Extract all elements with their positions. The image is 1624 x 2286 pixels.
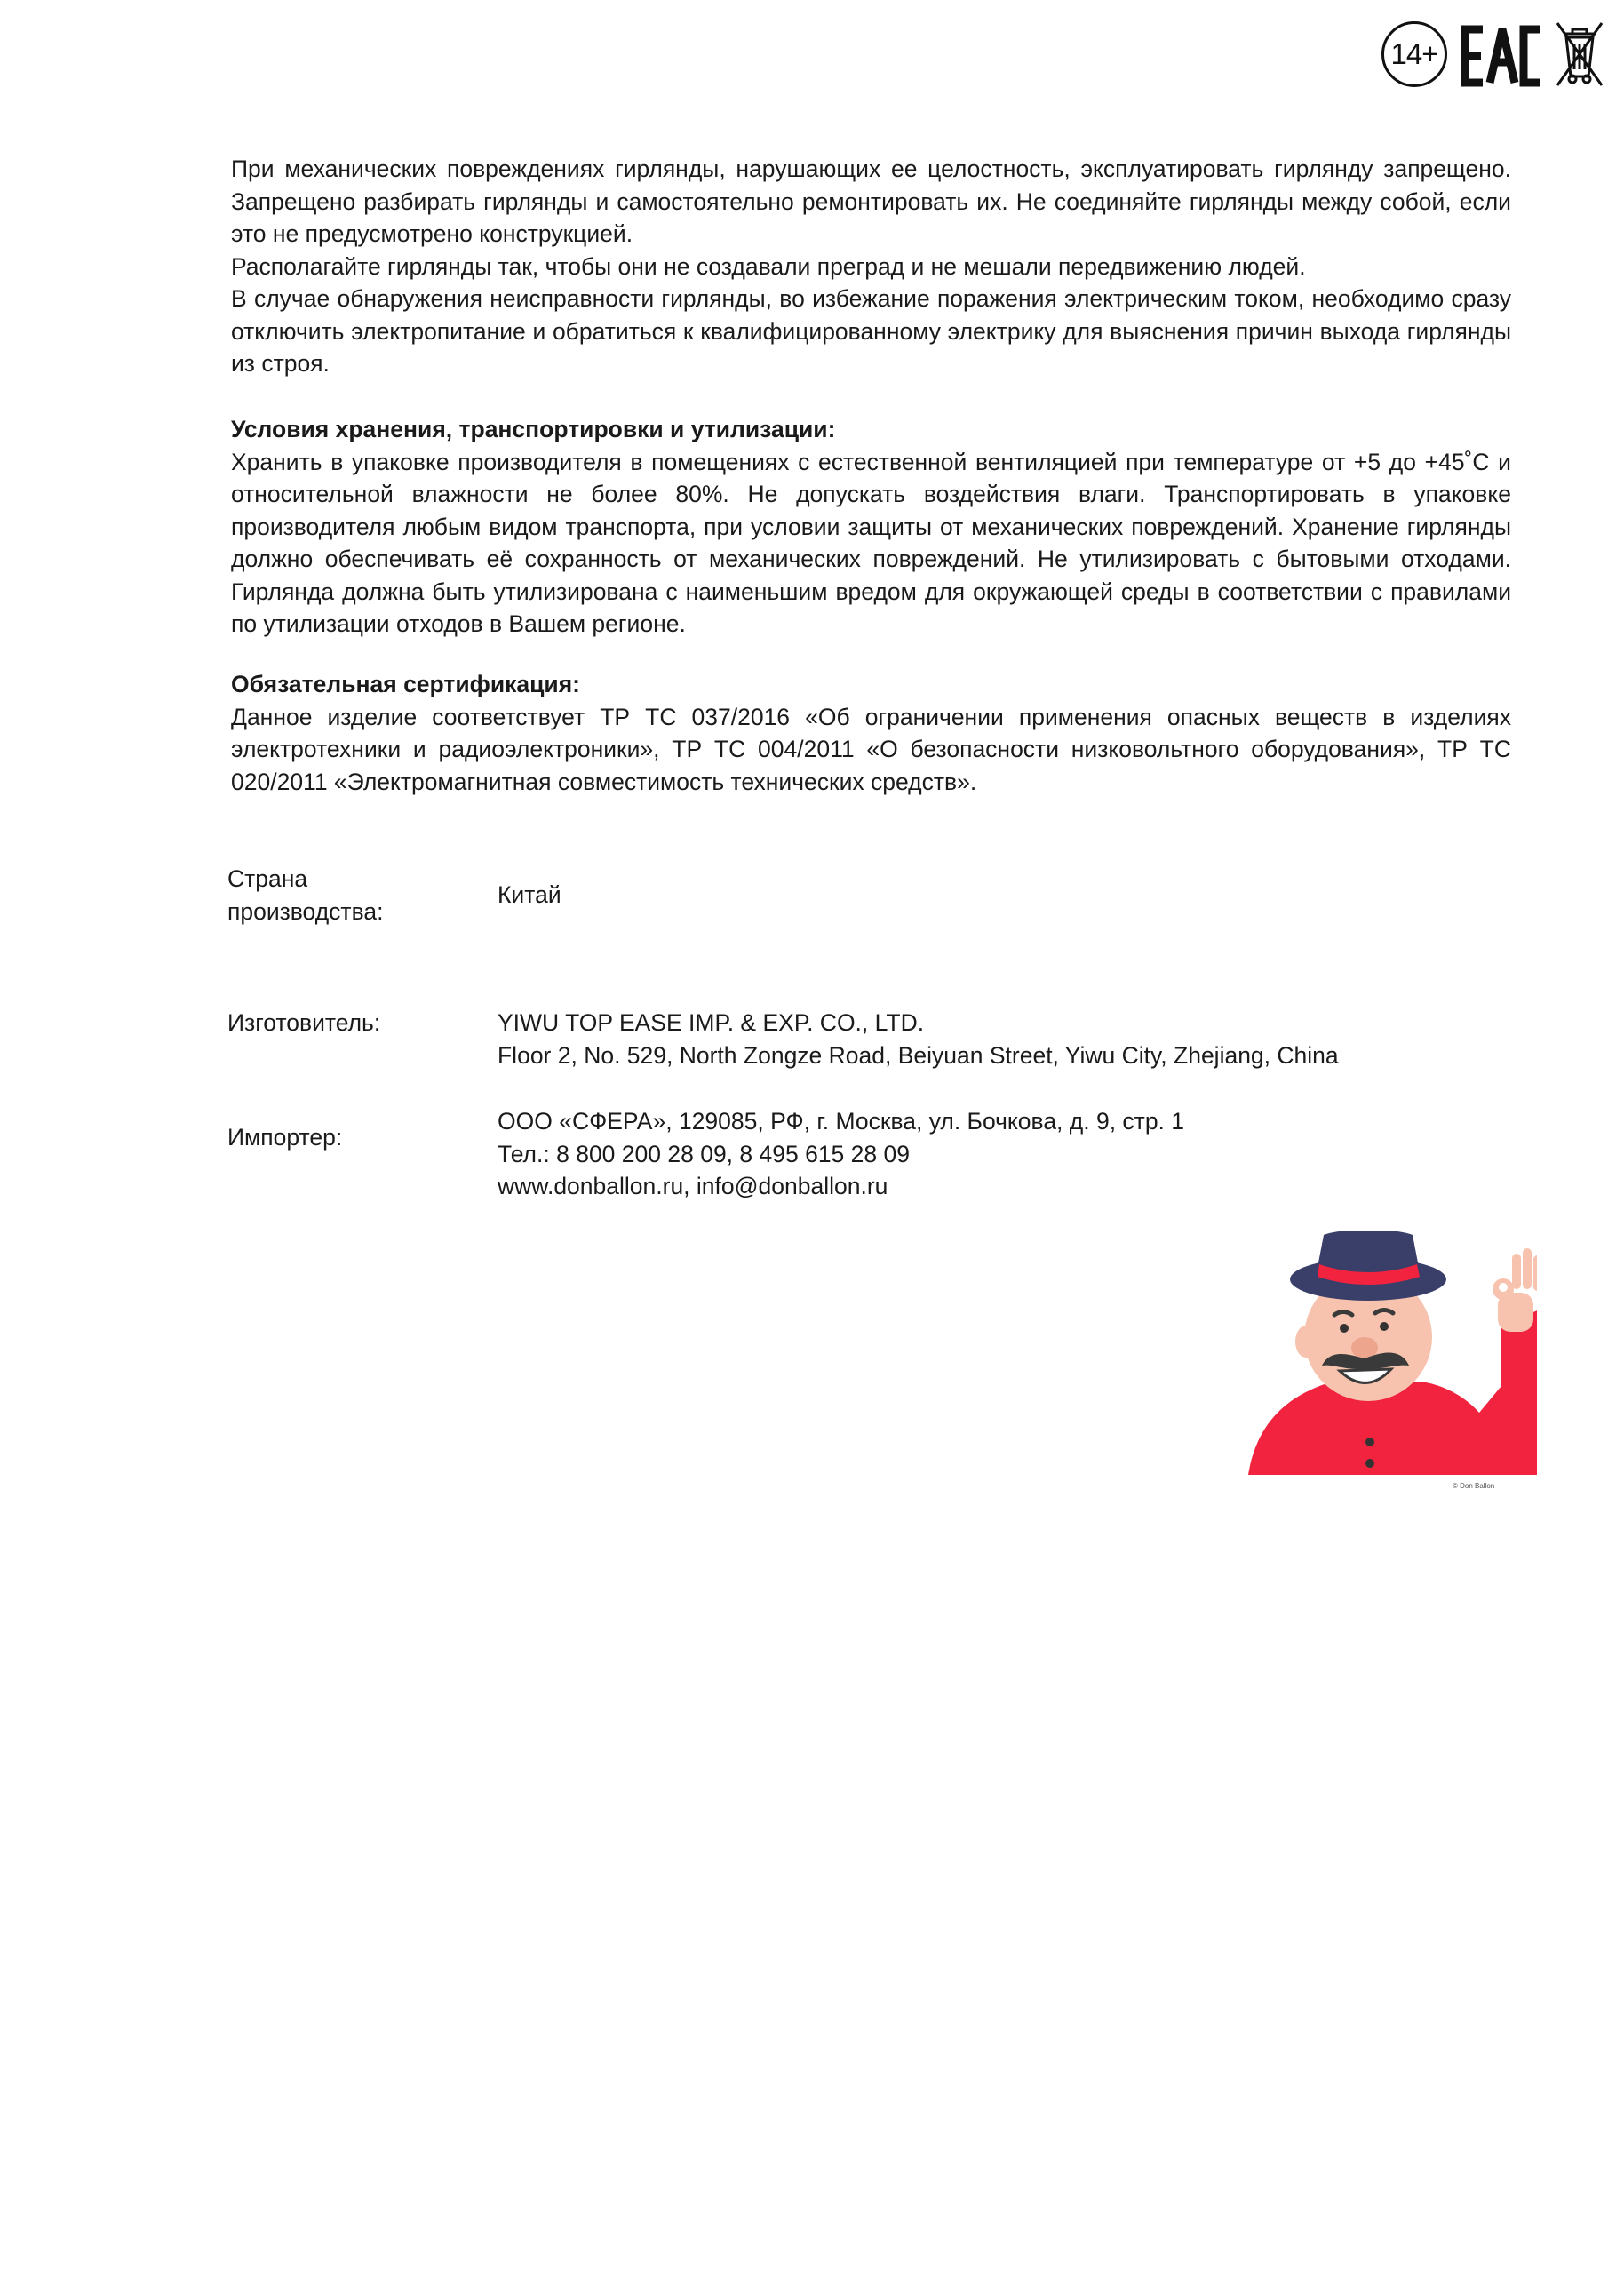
storage-heading: Условия хранения, транспортировки и утилизации: (231, 416, 836, 442)
storage-text: Хранить в упаковке производителя в помещениях с естественной вентиляцией при температуре от +5 до +45˚С и относительной влажности не более 80%. Не допускать воздействия влаги. Транспортировать в упаковке производителя любым видом транспорта, при условии защиты от механических повреждений. Хранение гирлянды должно обеспечивать её сохранность от механических повреждений. Не утилизировать с бытовыми отходами. Гирлянда должна быть утилизирована с наименьшим вредом для окружающей среды в соответствии с правилами по утилизации отходов в Вашем регионе. (231, 448, 1511, 637)
don-ballon-mascot-illustration (1235, 1231, 1537, 1493)
safety-paragraph-placement: Располагайте гирлянды так, чтобы они не создавали преград и не мешали передвижению людей. (231, 252, 1306, 280)
certification-text: Данное изделие соответствует ТР ТС 037/2016 «Об ограничении применения опасных веществ в изделиях электротехники и радиоэлектроники», ТР ТС 004/2011 «О безопасности низковольтного оборудования», ТР ТС 020/2011 «Электромагнитная совместимость технических средств». (231, 703, 1511, 795)
storage-section (231, 413, 1511, 641)
safety-paragraph-malfunction: В случае обнаружения неисправности гирлянды, во избежание поражения электрическим током, необходимо сразу отключить электропитание и обратиться к квалифицированному электрику для выяснения причин выхода гирлянды из строя. (231, 285, 1511, 377)
importer-info (498, 1105, 1475, 1203)
eac-mark-icon (1460, 25, 1544, 87)
certification-heading: Обязательная сертификация: (231, 671, 580, 697)
mascot-copyright: © Don Ballon (1453, 1482, 1495, 1490)
manufacturer-info (498, 1007, 1475, 1071)
mascot-hand (1493, 1248, 1537, 1332)
importer-phone: Тел.: 8 800 200 28 09, 8 495 615 28 09 (498, 1140, 910, 1167)
manufacturer-label: Изготовитель: (227, 1009, 381, 1036)
importer-website[interactable]: www.donballon.ru, info@donballon.ru (498, 1173, 888, 1199)
manufacturer-name: YIWU TOP EASE IMP. & EXP. CO., LTD. (498, 1009, 925, 1036)
safety-instructions (231, 153, 1511, 380)
manufacturer-address: Floor 2, No. 529, North Zongze Road, Beiyuan Street, Yiwu City, Zhejiang, China (498, 1041, 1339, 1069)
certification-marks (1381, 20, 1608, 91)
certification-section (231, 668, 1511, 798)
weee-crossed-bin-icon (1553, 20, 1606, 89)
importer-name: ООО «СФЕРА», 129085, РФ, г. Москва, ул. Бочкова, д. 9, стр. 1 (498, 1108, 1185, 1135)
importer-label: Импортер: (227, 1124, 343, 1151)
mascot-hat (1290, 1231, 1446, 1301)
country-label: Страна производства: (227, 865, 384, 925)
safety-paragraph-damage: При механических повреждениях гирлянды, нарушающих ее целостность, эксплуатировать гирлянду запрещено. Запрещено разбирать гирлянды и самостоятельно ремонтировать их. Не соединяйте гирлянды между собой, если это не предусмотрено конструкцией. (231, 155, 1511, 247)
country-value: Китай (498, 881, 561, 908)
age-rating-badge: 14+ (1381, 21, 1447, 87)
